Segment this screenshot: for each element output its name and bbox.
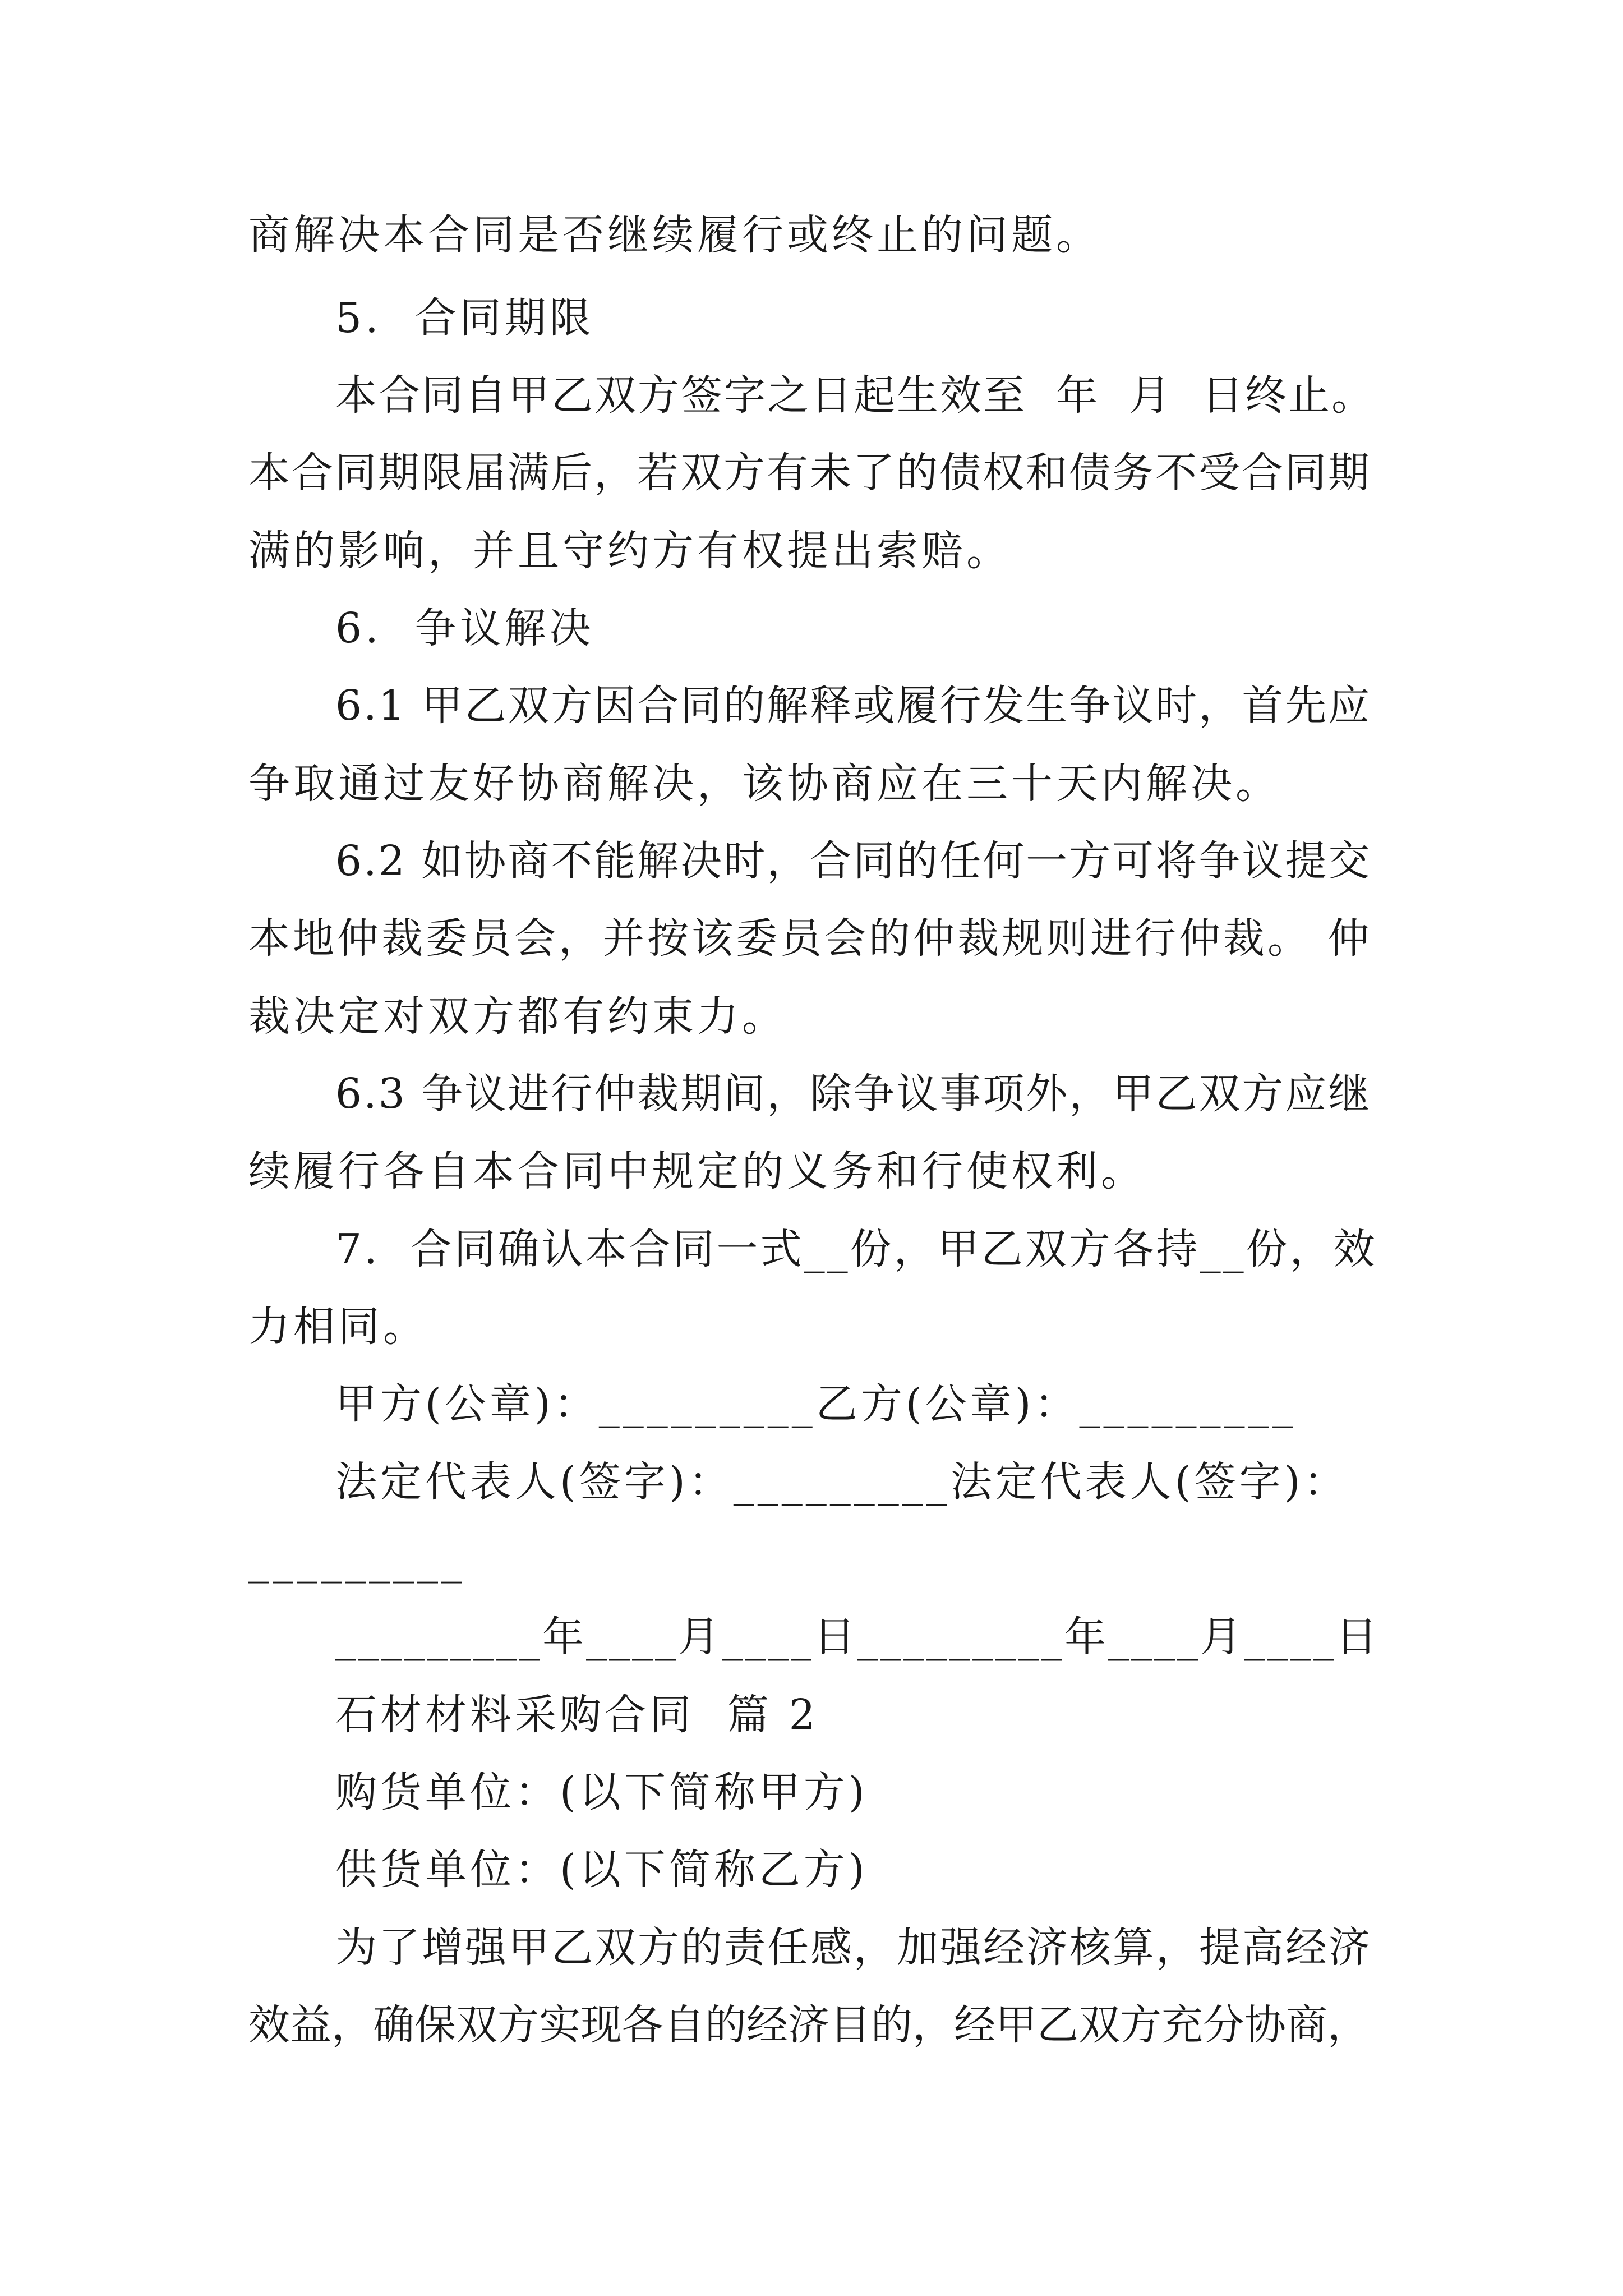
date-line: _________年____月____日_________年____月____日 [335,1613,1380,1661]
text-line: 商解决本合同是否继续履行或终止的问题。 [248,211,1101,259]
text-line: 效益，确保双方实现各自的经济目的，经甲乙双方充分协商， [248,2001,1369,2049]
contract-title: 石材材料采购合同 篇 2 [335,1691,819,1739]
signature-blank-line: _________ [248,1535,465,1584]
text-line: 本合同期限届满后，若双方有未了的债权和债务不受合同期 [248,449,1371,497]
text-line: 本地仲裁委员会，并按该委员会的仲裁规则进行仲裁。 仲 [248,914,1372,963]
section-heading-term: 5. 合同期限 [335,294,594,342]
text-line: 力相同。 [248,1303,428,1351]
text-line: 续履行各自本合同中规定的义务和行使权利。 [248,1147,1146,1195]
text-line: 7. 合同确认本合同一式__份，甲乙双方各持__份，效 [335,1225,1377,1273]
section-heading-dispute: 6. 争议解决 [335,604,594,652]
purchaser-line: 购货单位：(以下简称甲方) [335,1768,868,1816]
signature-representative-line: 法定代表人(签字)：_________法定代表人(签字)： [335,1458,1349,1506]
text-line: 本合同自甲乙双方签字之日起生效至 年 月 日终止。 [335,371,1375,420]
text-line: 6.3 争议进行仲裁期间，除争议事项外，甲乙双方应继 [335,1070,1372,1118]
supplier-line: 供货单位：(以下简称乙方) [335,1846,868,1894]
text-line: 争取通过友好协商解决，该协商应在三十天内解决。 [248,760,1280,808]
signature-seal-line: 甲方(公章)：_________乙方(公章)：_________ [335,1380,1297,1428]
text-line: 为了增强甲乙双方的责任感，加强经济核算，提高经济 [335,1924,1372,1972]
text-line: 裁决定对双方都有约束力。 [248,992,787,1041]
text-line: 6.1 甲乙双方因合同的解释或履行发生争议时，首先应 [335,682,1372,730]
text-line: 满的影响，并且守约方有权提出索赔。 [248,527,1011,575]
text-line: 6.2 如协商不能解决时，合同的任何一方可将争议提交 [335,837,1372,885]
